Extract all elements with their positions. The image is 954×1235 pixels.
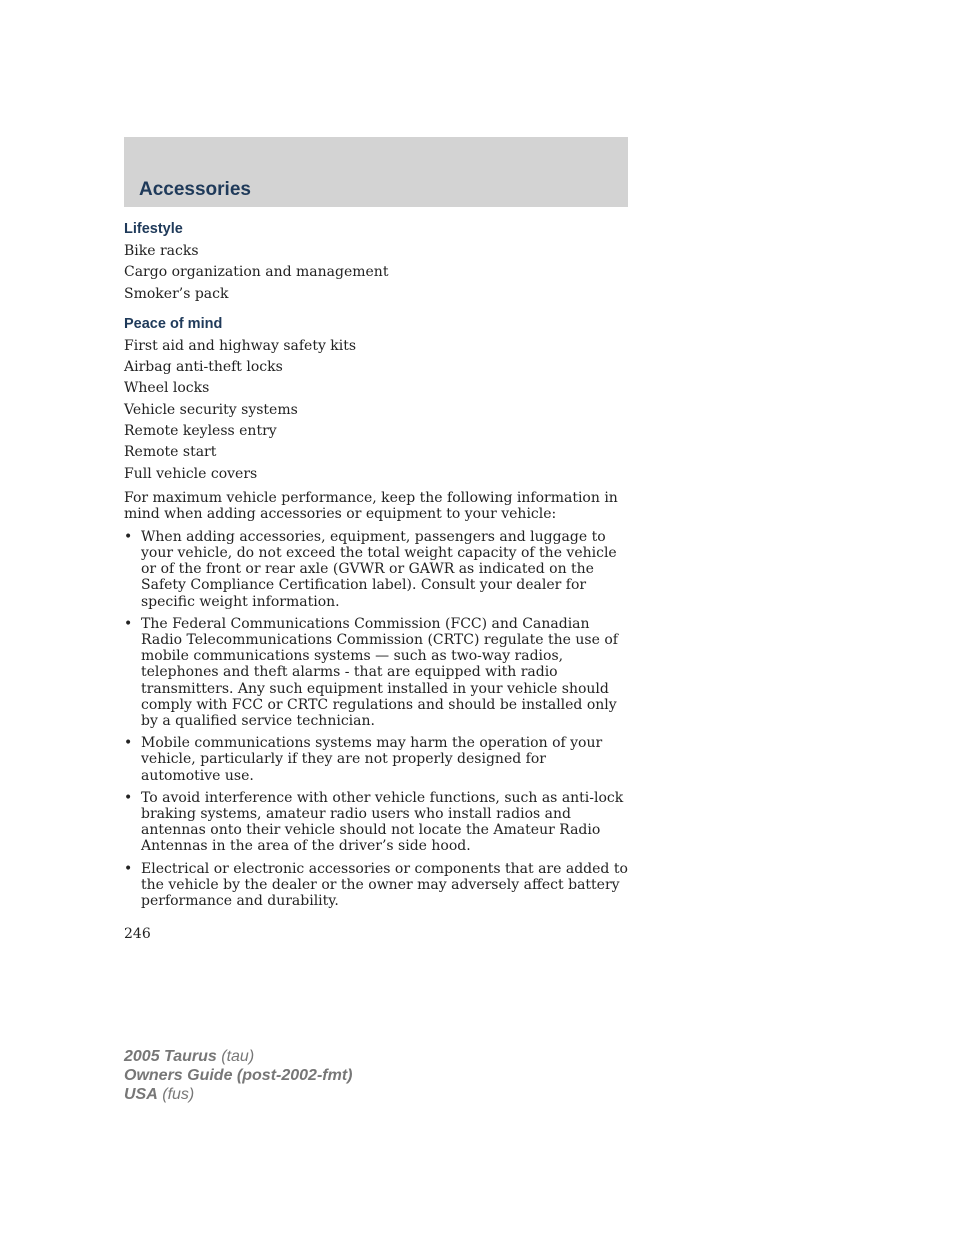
page-number: 246	[124, 926, 151, 942]
page-content	[124, 220, 629, 909]
footer-region: USA	[124, 1086, 158, 1103]
bullet-text: The Federal Communications Commission (FCC) and Canadian Radio Telecommunications Commission (CRTC) regulate the use of mobile communications systems — such as two-way radios, telephones and theft alarms - that are equipped with radio transmitters. Any such equipment installed in your vehicle should comply with FCC or CRTC regulations and should be installed only by a qualified service technician.	[141, 615, 618, 730]
bullet-text: Electrical or electronic accessories or components that are added to the vehicle by the dealer or the owner may adversely affect battery performance and durability.	[141, 860, 628, 910]
bullet-text: When adding accessories, equipment, passengers and luggage to your vehicle, do not exceed the total weight capacity of the vehicle or of the front or rear axle (GVWR or GAWR as indicated on the Safety Compliance Certification label). Consult your dealer for specific weight information.	[141, 528, 617, 610]
bullet-item	[124, 529, 629, 610]
list-item: Remote keyless entry	[124, 423, 277, 440]
bullet-icon: •	[124, 789, 133, 806]
list-item: Smoker’s pack	[124, 285, 229, 302]
footer-line-guide	[124, 1066, 352, 1085]
section-heading-peace-of-mind: Peace of mind	[124, 315, 223, 332]
list-item: Bike racks	[124, 243, 199, 259]
list-item: Cargo organization and management	[124, 264, 389, 281]
bullet-icon: •	[124, 615, 133, 632]
footer-region-code: (fus)	[162, 1086, 195, 1103]
list-item: Airbag anti-theft locks	[124, 359, 283, 376]
lifestyle-list	[124, 241, 629, 305]
list-item: Full vehicle covers	[124, 465, 258, 482]
bullet-icon: •	[124, 735, 133, 752]
bullet-item	[124, 790, 629, 855]
footer-model-code: (tau)	[221, 1048, 255, 1065]
footer-line-model	[124, 1047, 352, 1066]
list-item: Remote start	[124, 444, 217, 461]
bullet-item	[124, 861, 629, 910]
page-title: Accessories	[139, 179, 251, 200]
footer-line-region	[124, 1085, 352, 1104]
document-footer	[124, 1047, 352, 1104]
intro-paragraph: For maximum vehicle performance, keep the following information in mind when adding accessories or equipment to your vehicle:	[124, 489, 618, 523]
peace-of-mind-list	[124, 336, 629, 485]
bullet-icon: •	[124, 860, 133, 877]
list-item: Wheel locks	[124, 380, 210, 397]
bullet-list	[124, 529, 629, 909]
section-header-band	[124, 137, 628, 207]
bullet-item	[124, 735, 629, 784]
list-item: First aid and highway safety kits	[124, 337, 357, 354]
bullet-text: To avoid interference with other vehicle functions, such as anti-lock braking systems, amateur radio users who install radios and antennas onto their vehicle should not locate the Amateur Radio Antennas in the area of the driver’s side hood.	[141, 789, 624, 855]
section-heading-lifestyle: Lifestyle	[124, 221, 183, 237]
list-item: Vehicle security systems	[124, 401, 298, 418]
footer-model: 2005 Taurus	[124, 1048, 217, 1065]
footer-guide: Owners Guide (post-2002-fmt)	[124, 1067, 353, 1084]
bullet-item	[124, 616, 629, 729]
bullet-icon: •	[124, 528, 133, 545]
bullet-text: Mobile communications systems may harm the operation of your vehicle, particularly if they are not properly designed for automotive use.	[141, 735, 603, 784]
